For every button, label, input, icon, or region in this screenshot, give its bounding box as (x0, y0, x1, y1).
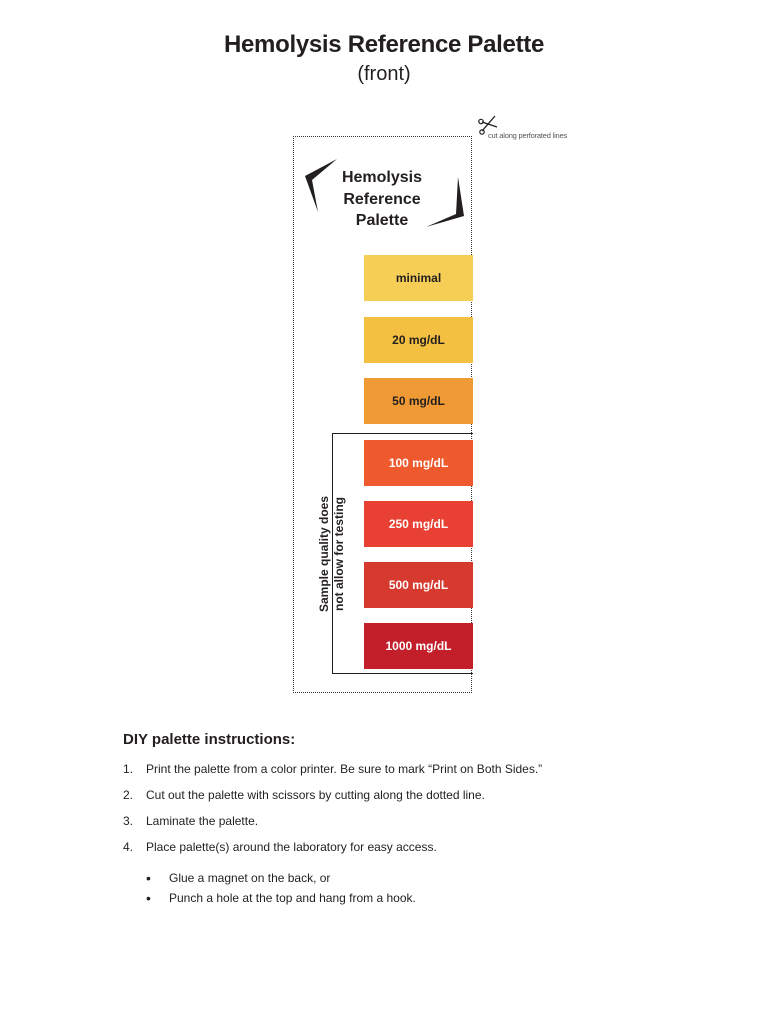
swatch-20-mg-dl: 20 mg/dL (364, 317, 473, 363)
swatch-1000-mg-dl: 1000 mg/dL (364, 623, 473, 669)
instruction-step (123, 814, 542, 840)
swatch-50-mg-dl: 50 mg/dL (364, 378, 473, 424)
step-text: Laminate the palette. (146, 814, 259, 828)
instructions-heading: DIY palette instructions: (123, 731, 296, 748)
warning-line: not allow for testing (332, 497, 346, 612)
page-subtitle: (front) (357, 63, 411, 85)
page-title: Hemolysis Reference Palette (223, 31, 545, 58)
instruction-step (123, 840, 542, 866)
unusable-range-bracket (332, 433, 473, 674)
palette-title-line: Palette (355, 212, 409, 229)
cut-note: cut along perforated lines (488, 131, 568, 140)
step-text: Place palette(s) around the laboratory for easy access. (146, 840, 437, 854)
swatch-100-mg-dl: 100 mg/dL (364, 440, 473, 486)
warning-label (317, 496, 347, 612)
bullet-icon: • (146, 890, 151, 906)
placement-options (146, 871, 416, 911)
placement-option (146, 871, 416, 891)
step-number: 3. (123, 814, 134, 828)
swatch-250-mg-dl: 250 mg/dL (364, 501, 473, 547)
option-text: Glue a magnet on the back, or (169, 871, 331, 885)
placement-option (146, 891, 416, 911)
swatch-500-mg-dl: 500 mg/dL (364, 562, 473, 608)
option-text: Punch a hole at the top and hang from a hook. (169, 891, 416, 905)
step-text: Print the palette from a color printer. Be sure to mark “Print on Both Sides.” (146, 762, 543, 776)
palette-title-line: Hemolysis (341, 169, 423, 186)
instruction-step (123, 788, 542, 814)
warning-line: Sample quality does (317, 495, 331, 613)
step-number: 1. (123, 762, 134, 776)
step-number: 2. (123, 788, 134, 802)
palette-title (326, 167, 438, 232)
swatch-minimal: minimal (364, 255, 473, 301)
instruction-step (123, 762, 542, 788)
bullet-icon: • (146, 870, 151, 886)
palette-title-line: Reference (343, 190, 421, 208)
instruction-steps (123, 762, 542, 866)
step-text: Cut out the palette with scissors by cutting along the dotted line. (146, 788, 485, 802)
step-number: 4. (123, 840, 134, 854)
